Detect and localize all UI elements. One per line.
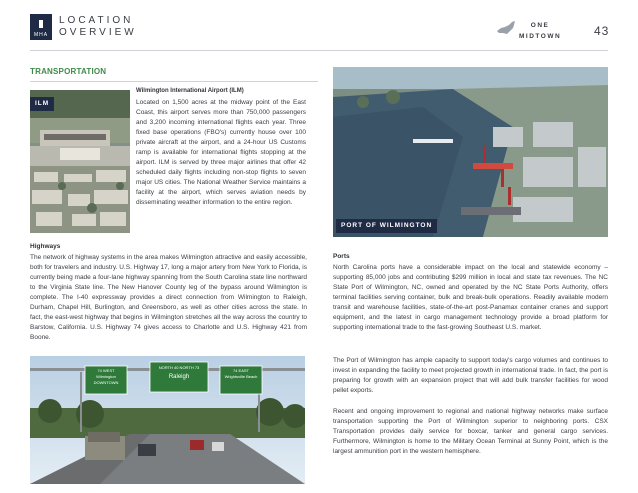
- port-photo: [333, 67, 608, 237]
- highways-heading: Highways: [30, 243, 61, 250]
- ports-heading: Ports: [333, 253, 350, 260]
- airport-heading: Wilmington International Airport (ILM): [136, 88, 244, 94]
- highway-photo: [30, 356, 305, 484]
- airport-description: Located on 1,500 acres at the midway point of the East Coast, this airport serves more than 750,000 passengers and 3,200 incoming international flights each year. Three fixed base operations (FBO's) currently house over 100 private aircraft at the airport, and a 24-hour US Customs ramp is available for international flights stopping at the airport. ILM is served by three major airlines that offer 42 scheduled daily flights including non-stop flights to seven major US cities. The National Weather Service maintains a facility at the airport, which serves aviation needs by disseminating weather information to the entire region.: [136, 99, 306, 206]
- section-title: TRANSPORTATION: [30, 67, 107, 76]
- header-divider: [30, 50, 608, 51]
- section-divider: [30, 81, 318, 82]
- ports-paragraph-3: Recent and ongoing improvement to regional and national highway networks make surface transportation supporting the Port of Wilmington superior to neighboring ports. CSX Transportation provides daily service for boxcar, tanker and general cargo services. Furthermore, Wilmington is home to the Military Ocean Terminal at Sunny Point, which is the largest ammunition port in the western hemisphere.: [333, 408, 608, 455]
- sign-north: NORTH 40 NORTH 73 Raleigh: [158, 365, 200, 380]
- company-logo: [30, 14, 52, 40]
- page-title: LOCATION OVERVIEW: [59, 15, 137, 38]
- ports-paragraph-2: The Port of Wilmington has ample capacity to support today's cargo volumes and continues to invest in expanding the facility to meet projected growth in international trade. In fact, the port is preparing for growth with an expansion project that will add bulk transfer facilities for wood pellet exports.: [333, 357, 608, 394]
- logo-text: MHA: [33, 32, 49, 38]
- project-name: ONE MIDTOWN: [519, 22, 562, 40]
- highways-description: The network of highway systems in the area makes Wilmington attractive and easily accessible, both for travelers and industry. U.S. Highway 17, long a major artery from New York to Florida, is currently being made a four-lane highway spanning from the South Carolina state line northward to the Virginia State line. The New Hanover County leg of the bypass around Wilmington is complete. The I-40 expressway provides a direct connection from Wilmington to Raleigh, Durham, Chapel Hill, Burlington, and Greensboro, as well as other cities across the state. In fact, the east-west highway that begins in Wilmington stretches all the way across the country to Barstow, California. U.S. Highway 74 gives access to Charlotte and U.S. Highway 421 from Boone.: [30, 254, 307, 341]
- ports-paragraph-1: North Carolina ports have a considerable impact on the local and statewide economy – supporting 85,000 jobs and contributing $299 million in local and state tax revenues. The NC State Port of Wilmington, NC, owned and operated by the NC State Ports Authority, offers terminal facilities serving container, bulk and break-bulk operations. Readily available modern transit and warehouse facilities, state-of-the-art post-Panamax container cranes and support equipment, and the latest in cargo management technology provide a broad platform for supporting international trade to the fast-growing Southeast U.S. market.: [333, 264, 608, 331]
- sign-east: 74 EAST Wrightsville Beach: [224, 368, 258, 379]
- airport-photo: [30, 90, 130, 233]
- port-tag: PORT OF WILMINGTON: [336, 219, 437, 233]
- airport-tag: ILM: [30, 97, 54, 111]
- north-carolina-map-icon: [496, 19, 516, 37]
- sign-west: 74 WEST Wilmington DOWNTOWN: [93, 368, 119, 385]
- page-number: 43: [594, 24, 610, 38]
